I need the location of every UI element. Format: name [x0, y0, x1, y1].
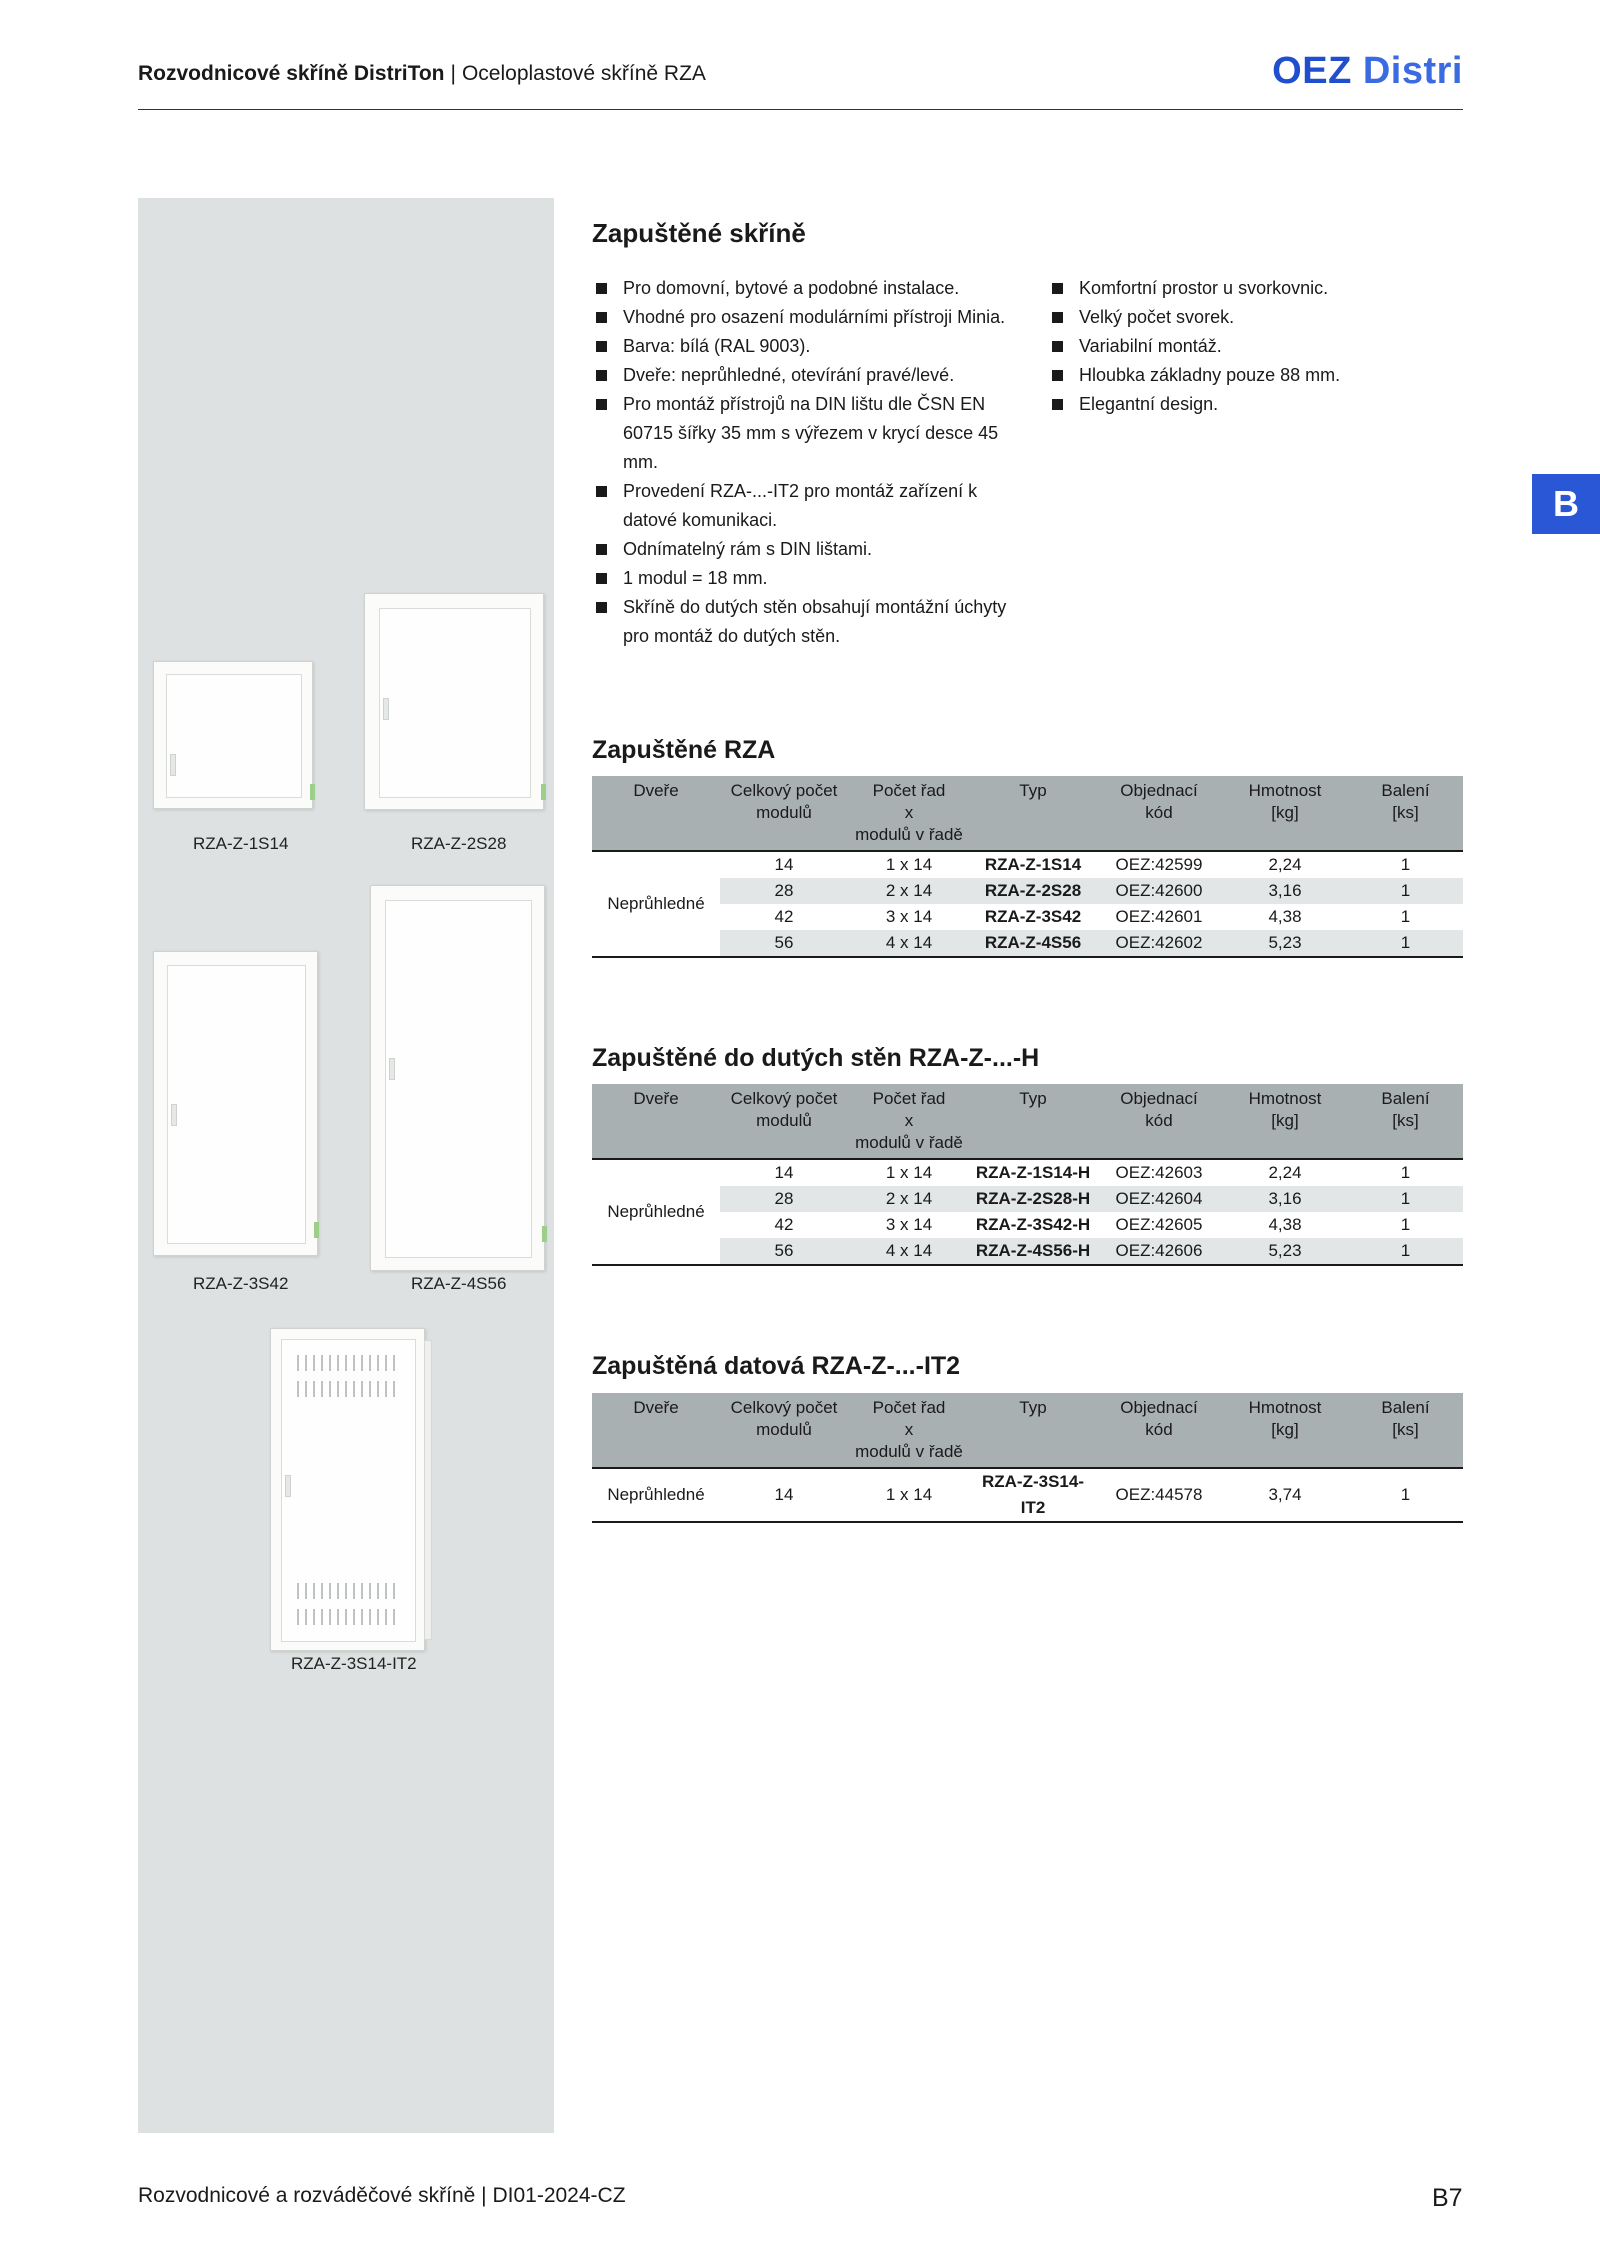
cell-moduly: 14: [774, 1163, 794, 1182]
cell-kod: OEZ:42600: [1096, 878, 1222, 904]
product-image-rza-z-2s28: [364, 593, 544, 810]
cell-baleni: 1: [1400, 1215, 1411, 1234]
col-header-baleni: Balení [ks]: [1348, 1393, 1463, 1468]
table-row: [592, 904, 1463, 930]
cell-kod: OEZ:42602: [1096, 930, 1222, 957]
cell-moduly: 42: [774, 907, 794, 926]
cell-typ: RZA-Z-1S14-H: [975, 1163, 1091, 1182]
feature-item: Komfortní prostor u svorkovnic.: [1048, 274, 1448, 303]
cell-moduly: 28: [720, 878, 848, 904]
cell-typ: RZA-Z-1S14: [984, 855, 1082, 874]
feature-list-right: [1048, 274, 1448, 419]
cell-kod: OEZ:42604: [1096, 1186, 1222, 1212]
col-header-baleni: Balení [ks]: [1348, 776, 1463, 851]
feature-item: 1 modul = 18 mm.: [592, 564, 1024, 593]
table-row: [592, 930, 1463, 957]
feature-item: Variabilní montáž.: [1048, 332, 1448, 361]
feature-item: Elegantní design.: [1048, 390, 1448, 419]
image-label-rza-z-2s28: RZA-Z-2S28: [411, 834, 507, 853]
col-header-pocet: Počet řad x modulů v řadě: [848, 776, 970, 851]
intro-title: Zapuštěné skříně: [592, 218, 806, 248]
table-header-row: [592, 1393, 1463, 1468]
cell-baleni: 1: [1348, 878, 1463, 904]
product-image-rza-z-4s56: [370, 885, 545, 1271]
cell-moduly: 42: [774, 1215, 794, 1234]
feature-item: Dveře: neprůhledné, otevírání pravé/levé.: [592, 361, 1024, 390]
door-cell: Neprůhledné: [592, 1159, 720, 1265]
cell-baleni: 1: [1348, 930, 1463, 957]
product-image-rza-z-1s14: [153, 661, 313, 809]
col-header-hmotnost: Hmotnost [kg]: [1222, 1393, 1348, 1468]
feature-item: Pro montáž přístrojů na DIN lištu dle ČSN EN 60715 šířky 35 mm s výřezem v krycí desce 45 mm.: [592, 390, 1024, 477]
col-header-typ: Typ: [970, 1084, 1096, 1159]
cell-baleni: 1: [1348, 1468, 1463, 1522]
cell-hmotnost: 3,16: [1222, 878, 1348, 904]
page-header: [138, 50, 1463, 110]
cell-typ: RZA-Z-2S28-H: [970, 1186, 1096, 1212]
cell-baleni: 1: [1348, 1186, 1463, 1212]
col-header-objednaci: Objednací kód: [1096, 1393, 1222, 1468]
cell-moduly: 56: [720, 1238, 848, 1265]
col-header-baleni: Balení [ks]: [1348, 1084, 1463, 1159]
logo-distri: Distri: [1362, 50, 1463, 92]
image-label-rza-z-4s56: RZA-Z-4S56: [411, 1274, 507, 1293]
cell-baleni: 1: [1348, 1238, 1463, 1265]
cell-baleni: 1: [1400, 907, 1411, 926]
cell-kod: OEZ:42599: [1115, 855, 1203, 874]
feature-item: Vhodné pro osazení modulárními přístroji Minia.: [592, 303, 1024, 332]
header-title: [138, 62, 706, 86]
cell-typ: RZA-Z-2S28: [970, 878, 1096, 904]
col-header-typ: Typ: [970, 1393, 1096, 1468]
image-label-rza-z-1s14: RZA-Z-1S14: [193, 834, 289, 853]
cell-hmotnost: 2,24: [1268, 855, 1302, 874]
cell-rady: 1 x 14: [885, 1163, 933, 1182]
footer-document-id: Rozvodnicové a rozváděčové skříně | DI01-2024-CZ: [138, 2184, 626, 2207]
page-number: B7: [1432, 2184, 1463, 2212]
oez-distri-logo: [1272, 50, 1463, 93]
cell-rady: 3 x 14: [885, 907, 933, 926]
image-label-rza-z-3s14-it2: RZA-Z-3S14-IT2: [291, 1654, 417, 1673]
col-header-celkovy: Celkový počet modulů: [720, 776, 848, 851]
cell-rady: 4 x 14: [848, 930, 970, 957]
table2-title: Zapuštěné do dutých stěn RZA-Z-...-H: [592, 1044, 1040, 1072]
table3-title: Zapuštěná datová RZA-Z-...-IT2: [592, 1352, 961, 1380]
col-header-pocet: Počet řad x modulů v řadě: [848, 1084, 970, 1159]
table1-title: Zapuštěné RZA: [592, 736, 776, 764]
feature-item: Provedení RZA-...-IT2 pro montáž zařízení k datové komunikaci.: [592, 477, 1024, 535]
cell-kod: OEZ:42605: [1115, 1215, 1203, 1234]
feature-item: Barva: bílá (RAL 9003).: [592, 332, 1024, 361]
col-header-hmotnost: Hmotnost [kg]: [1222, 1084, 1348, 1159]
header-title-rest: Oceloplastové skříně RZA: [461, 62, 706, 85]
table-row: [592, 1159, 1463, 1186]
cell-hmotnost: 4,38: [1268, 1215, 1302, 1234]
product-image-rza-z-3s14-it2: [270, 1328, 425, 1651]
cell-hmotnost: 5,23: [1222, 1238, 1348, 1265]
cell-rady: 1 x 14: [885, 855, 933, 874]
header-separator: |: [450, 62, 456, 85]
cell-kod: OEZ:42606: [1096, 1238, 1222, 1265]
cell-hmotnost: 4,38: [1268, 907, 1302, 926]
cell-kod: OEZ:42603: [1115, 1163, 1203, 1182]
cell-moduly: 56: [720, 930, 848, 957]
table-row: [592, 1238, 1463, 1265]
cell-moduly: 14: [720, 1468, 848, 1522]
table-row: [592, 1212, 1463, 1238]
cell-moduly: 28: [720, 1186, 848, 1212]
col-header-dvere: Dveře: [592, 776, 720, 851]
table-header-row: [592, 776, 1463, 851]
feature-item: Odnímatelný rám s DIN lištami.: [592, 535, 1024, 564]
cell-rady: 4 x 14: [848, 1238, 970, 1265]
col-header-celkovy: Celkový počet modulů: [720, 1084, 848, 1159]
cell-typ: RZA-Z-3S42-H: [975, 1215, 1091, 1234]
cell-kod: OEZ:44578: [1096, 1468, 1222, 1522]
cell-hmotnost: 3,74: [1222, 1468, 1348, 1522]
cell-rady: 2 x 14: [848, 878, 970, 904]
feature-list-left: [592, 274, 1024, 651]
table-dute-steny: [592, 1084, 1463, 1266]
cell-rady: 3 x 14: [885, 1215, 933, 1234]
cell-hmotnost: 5,23: [1222, 930, 1348, 957]
door-cell: Neprůhledné: [592, 851, 720, 957]
col-header-hmotnost: Hmotnost [kg]: [1222, 776, 1348, 851]
cell-hmotnost: 3,16: [1222, 1186, 1348, 1212]
table-zapustene-rza: [592, 776, 1463, 958]
col-header-objednaci: Objednací kód: [1096, 1084, 1222, 1159]
cell-kod: OEZ:42601: [1115, 907, 1203, 926]
cell-rady: 2 x 14: [848, 1186, 970, 1212]
cell-typ: RZA-Z-4S56-H: [970, 1238, 1096, 1265]
section-tab: B: [1532, 474, 1600, 534]
product-image-rza-z-3s42: [153, 951, 318, 1256]
table-row: [592, 851, 1463, 878]
table-row: [592, 878, 1463, 904]
col-header-objednaci: Objednací kód: [1096, 776, 1222, 851]
feature-item: Pro domovní, bytové a podobné instalace.: [592, 274, 1024, 303]
cell-typ: RZA-Z-3S14-IT2: [970, 1468, 1096, 1522]
door-cell: Neprůhledné: [592, 1468, 720, 1522]
cell-hmotnost: 2,24: [1268, 1163, 1302, 1182]
cell-typ: RZA-Z-4S56: [970, 930, 1096, 957]
cell-baleni: 1: [1400, 1163, 1411, 1182]
col-header-typ: Typ: [970, 776, 1096, 851]
logo-oez: OEZ: [1272, 50, 1352, 92]
cell-moduly: 14: [774, 855, 794, 874]
image-label-rza-z-3s42: RZA-Z-3S42: [193, 1274, 289, 1293]
cell-typ: RZA-Z-3S42: [984, 907, 1082, 926]
cell-rady: 1 x 14: [848, 1468, 970, 1522]
col-header-dvere: Dveře: [592, 1084, 720, 1159]
feature-item: Velký počet svorek.: [1048, 303, 1448, 332]
feature-item: Skříně do dutých stěn obsahují montážní úchyty pro montáž do dutých stěn.: [592, 593, 1024, 651]
col-header-dvere: Dveře: [592, 1393, 720, 1468]
table-row: [592, 1186, 1463, 1212]
header-title-bold: Rozvodnicové skříně DistriTon: [138, 62, 445, 85]
feature-item: Hloubka základny pouze 88 mm.: [1048, 361, 1448, 390]
cell-baleni: 1: [1400, 855, 1411, 874]
col-header-pocet: Počet řad x modulů v řadě: [848, 1393, 970, 1468]
table-header-row: [592, 1084, 1463, 1159]
table-row: [592, 1468, 1463, 1522]
col-header-celkovy: Celkový počet modulů: [720, 1393, 848, 1468]
table-datova: [592, 1393, 1463, 1523]
